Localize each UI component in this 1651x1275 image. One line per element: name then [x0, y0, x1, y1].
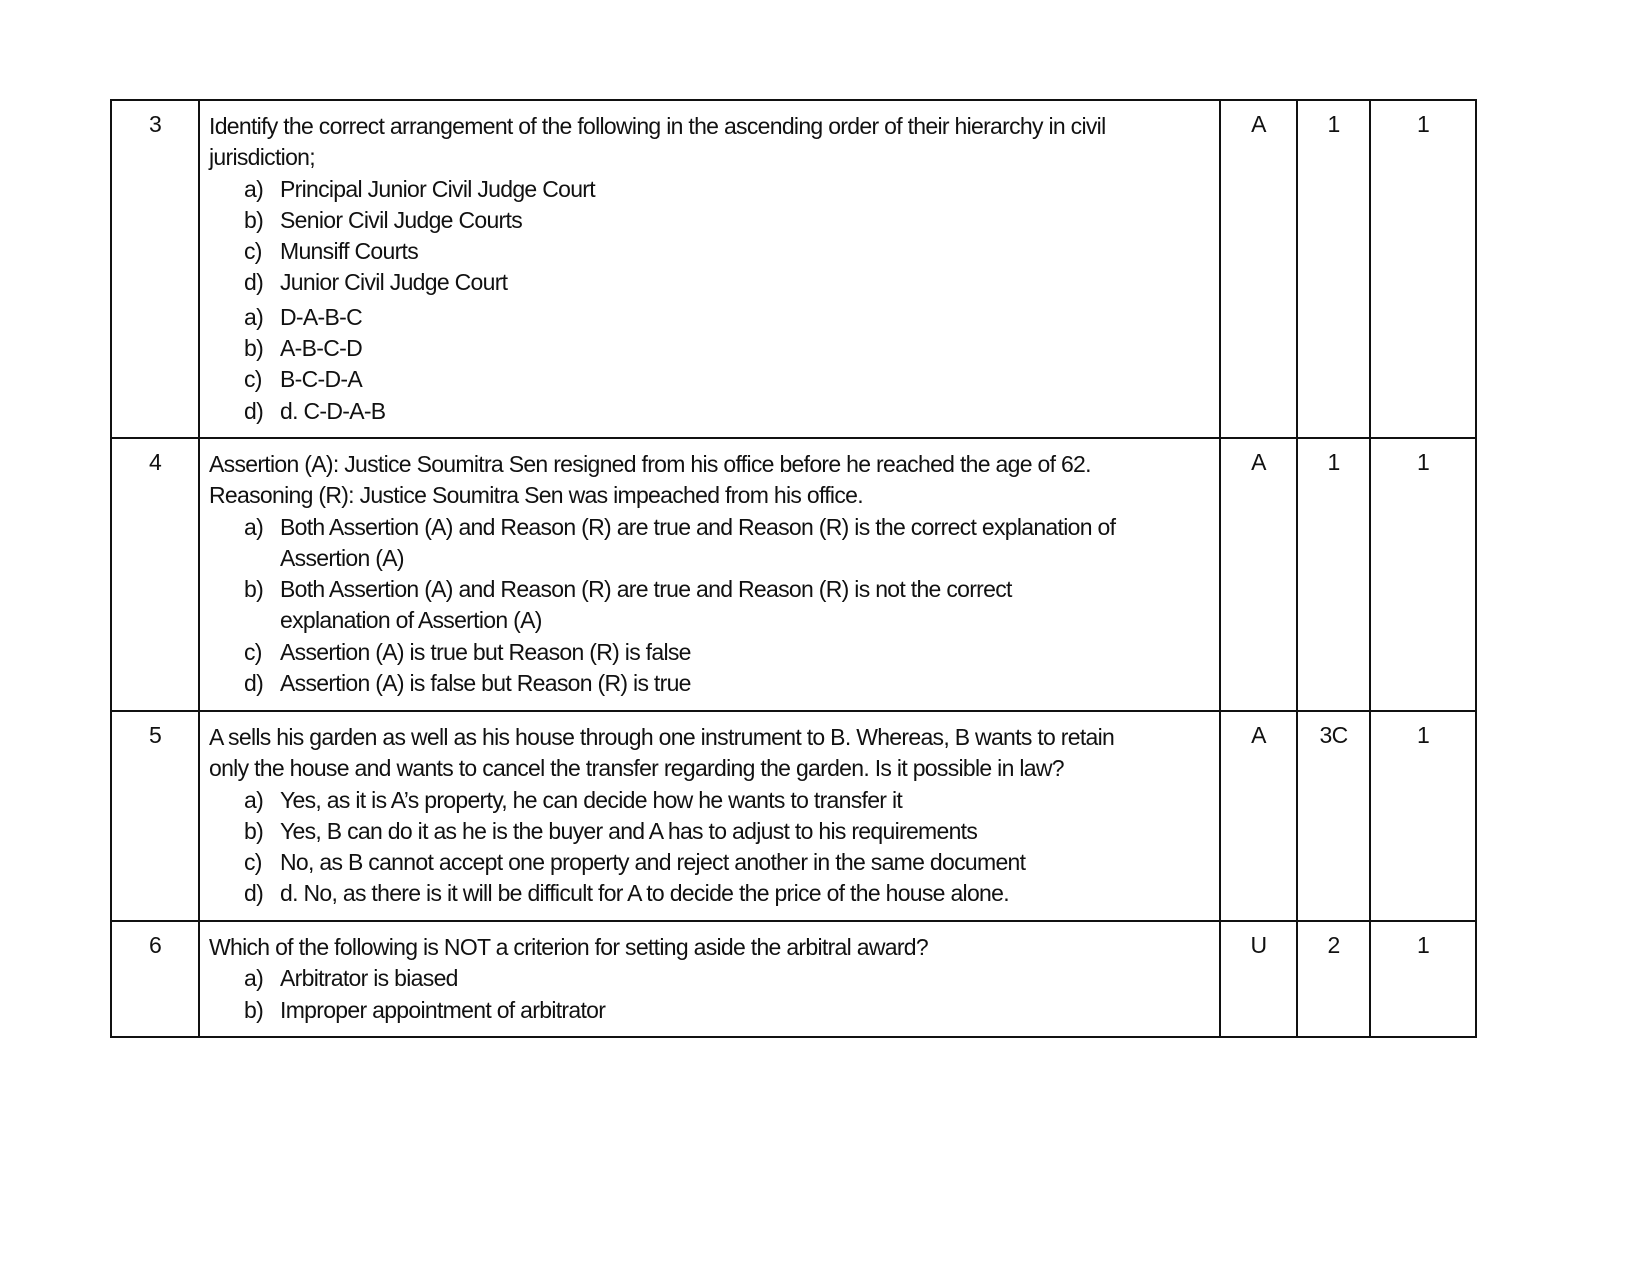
- list-item: [209, 205, 1219, 236]
- unit-number: 3C: [1297, 711, 1370, 921]
- option-letter: d): [244, 397, 264, 424]
- answer-option: [209, 396, 1219, 427]
- option-text: Improper appointment of arbitrator: [280, 996, 606, 1023]
- question-stem-line: only the house and wants to cancel the transfer regarding the garden. Is it possible in law?: [209, 755, 1064, 782]
- option-letter: d): [244, 670, 264, 697]
- option-text: Principal Junior Civil Judge Court: [280, 175, 595, 202]
- answer-option: [209, 637, 1219, 668]
- question-text: [199, 438, 1220, 711]
- question-text: [199, 711, 1220, 921]
- answer-option: [209, 785, 1219, 816]
- question-number: 4: [111, 438, 199, 711]
- option-text: Assertion (A) is false but Reason (R) is true: [280, 670, 691, 697]
- option-letter: a): [244, 513, 264, 540]
- cognitive-level: U: [1220, 921, 1297, 1037]
- option-text: B-C-D-A: [280, 366, 362, 393]
- unit-number: 1: [1297, 100, 1370, 438]
- question-row: [111, 438, 1476, 711]
- question-text: [199, 100, 1220, 438]
- question-row: [111, 100, 1476, 438]
- option-text: Both Assertion (A) and Reason (R) are true and Reason (R) is the correct explanation of: [280, 513, 1116, 540]
- option-text: No, as B cannot accept one property and reject another in the same document: [280, 849, 1026, 876]
- list-item: [209, 236, 1219, 267]
- cognitive-level: A: [1220, 711, 1297, 921]
- option-letter: [244, 605, 280, 636]
- option-text: Junior Civil Judge Court: [280, 269, 508, 296]
- answer-option: [209, 302, 1219, 333]
- unit-number: 1: [1297, 438, 1370, 711]
- option-letter: a): [244, 786, 264, 813]
- question-text: [199, 921, 1220, 1037]
- cognitive-level: A: [1220, 438, 1297, 711]
- answer-option: [209, 364, 1219, 395]
- unit-number: 2: [1297, 921, 1370, 1037]
- cognitive-level: A: [1220, 100, 1297, 438]
- marks: 1: [1370, 711, 1476, 921]
- option-text: Arbitrator is biased: [280, 965, 458, 992]
- option-letter: b): [244, 206, 264, 233]
- question-stem-line: A sells his garden as well as his house through one instrument to B. Whereas, B wants to retain: [209, 724, 1115, 750]
- answer-option: [209, 816, 1219, 847]
- question-row: [111, 711, 1476, 921]
- option-letter: c): [244, 849, 262, 876]
- marks: 1: [1370, 438, 1476, 711]
- question-row: [111, 921, 1476, 1037]
- option-text: explanation of Assertion (A): [280, 607, 542, 634]
- option-text: Senior Civil Judge Courts: [280, 206, 523, 233]
- question-number: 5: [111, 711, 199, 921]
- answer-option: [209, 995, 1219, 1026]
- marks: 1: [1370, 100, 1476, 438]
- question-stem-line: Assertion (A): Justice Soumitra Sen resigned from his office before he reached the age of 62.: [209, 451, 1091, 477]
- list-item: [209, 174, 1219, 205]
- question-number: 6: [111, 921, 199, 1037]
- answer-option: [209, 668, 1219, 699]
- option-text: Yes, B can do it as he is the buyer and A has to adjust to his requirements: [280, 817, 978, 844]
- option-text: Both Assertion (A) and Reason (R) are true and Reason (R) is not the correct: [280, 576, 1012, 603]
- answer-option: [209, 543, 1219, 574]
- answer-option: [209, 574, 1219, 605]
- option-letter: b): [244, 817, 264, 844]
- answer-option: [209, 847, 1219, 878]
- option-letter: b): [244, 335, 264, 362]
- question-stem-line: Which of the following is NOT a criterion for setting aside the arbitral award?: [209, 934, 928, 960]
- option-text: d. C-D-A-B: [280, 397, 386, 424]
- option-letter: c): [244, 638, 262, 665]
- option-letter: c): [244, 238, 262, 265]
- answer-option: [209, 878, 1219, 909]
- option-letter: a): [244, 175, 264, 202]
- question-stem-line: Identify the correct arrangement of the following in the ascending order of their hierarchy in civil: [209, 113, 1106, 139]
- option-letter: [244, 543, 280, 574]
- marks: 1: [1370, 921, 1476, 1037]
- option-text: Munsiff Courts: [280, 238, 419, 265]
- option-text: Assertion (A) is true but Reason (R) is false: [280, 638, 691, 665]
- option-letter: a): [244, 965, 264, 992]
- question-stem-line: jurisdiction;: [209, 144, 315, 171]
- option-letter: d): [244, 880, 264, 907]
- option-text: Yes, as it is A’s property, he can decide how he wants to transfer it: [280, 786, 903, 813]
- option-text: A-B-C-D: [280, 335, 362, 362]
- option-letter: b): [244, 576, 264, 603]
- option-letter: a): [244, 303, 264, 330]
- option-letter: c): [244, 366, 262, 393]
- option-letter: d): [244, 269, 264, 296]
- answer-option: [209, 605, 1219, 636]
- option-text: Assertion (A): [280, 544, 404, 571]
- answer-option: [209, 333, 1219, 364]
- question-number: 3: [111, 100, 199, 438]
- list-item: [209, 267, 1219, 298]
- answer-option: [209, 963, 1219, 994]
- question-table: [110, 99, 1477, 1038]
- answer-option: [209, 512, 1219, 543]
- option-letter: b): [244, 996, 264, 1023]
- option-text: d. No, as there is it will be difficult for A to decide the price of the house alone.: [280, 880, 1009, 907]
- option-text: D-A-B-C: [280, 303, 362, 330]
- question-stem-line: Reasoning (R): Justice Soumitra Sen was impeached from his office.: [209, 482, 863, 509]
